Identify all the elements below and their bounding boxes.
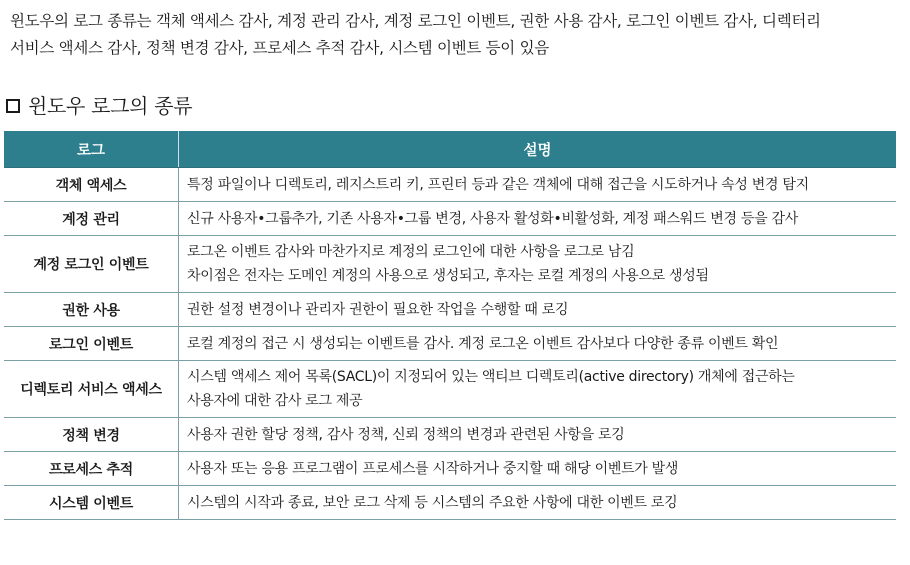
section-heading	[6, 90, 192, 122]
intro-line-2: 서비스 액세스 감사, 정책 변경 감사, 프로세스 추적 감사, 시스템 이벤트 등이 있음	[10, 39, 549, 57]
log-name: 계정 로그인 이벤트	[4, 236, 179, 293]
log-description	[179, 452, 897, 486]
log-description	[179, 486, 897, 520]
table-row	[4, 293, 896, 327]
log-description	[179, 293, 897, 327]
log-name: 정책 변경	[4, 418, 179, 452]
table-row	[4, 486, 896, 520]
header-log: 로그	[4, 131, 179, 168]
log-name: 프로세스 추적	[4, 452, 179, 486]
description-line: 사용자에 대한 감사 로그 제공	[187, 393, 363, 409]
description-line: 특정 파일이나 디렉토리, 레지스트리 키, 프린터 등과 같은 객체에 대해 접근을 시도하거나 속성 변경 탐지	[187, 176, 809, 193]
log-description	[179, 327, 897, 361]
log-name: 계정 관리	[4, 202, 179, 236]
table-row	[4, 418, 896, 452]
description-line: 시스템 액세스 제어 목록(SACL)이 지정되어 있는 액티브 디렉토리(active directory) 개체에 접근하는	[187, 369, 795, 385]
table-row	[4, 236, 896, 293]
log-name: 권한 사용	[4, 293, 179, 327]
description-line: 권한 설정 변경이나 관리자 권한이 필요한 작업을 수행할 때 로깅	[187, 301, 569, 318]
description-line: 사용자 권한 할당 정책, 감사 정책, 신뢰 정책의 변경과 관련된 사항을 로깅	[187, 426, 625, 443]
description-line: 사용자 또는 응용 프로그램이 프로세스를 시작하거나 중지할 때 해당 이벤트가 발생	[187, 460, 679, 477]
table-row	[4, 327, 896, 361]
intro-line-1: 윈도우의 로그 종류는 객체 액세스 감사, 계정 관리 감사, 계정 로그인 이벤트, 권한 사용 감사, 로그인 이벤트 감사, 디렉터리	[10, 12, 821, 30]
description-line: 로컬 계정의 접근 시 생성되는 이벤트를 감사. 계정 로그온 이벤트 감사보다 다양한 종류 이벤트 확인	[187, 335, 779, 352]
description-line: 신규 사용자•그룹추가, 기존 사용자•그룹 변경, 사용자 활성화•비활성화, 계정 패스워드 변경 등을 감사	[187, 210, 798, 227]
table-row	[4, 452, 896, 486]
table-header-row	[4, 131, 896, 168]
checkbox-icon	[6, 99, 20, 113]
log-description	[179, 236, 897, 293]
log-name: 객체 액세스	[4, 168, 179, 202]
description-line: 시스템의 시작과 종료, 보안 로그 삭제 등 시스템의 주요한 사항에 대한 이벤트 로깅	[187, 494, 678, 511]
table-row	[4, 168, 896, 202]
section-title-text: 윈도우 로그의 종류	[28, 94, 193, 118]
description-line: 로그온 이벤트 감사와 마찬가지로 계정의 로그인에 대한 사항을 로그로 남김	[187, 244, 635, 260]
intro-paragraph	[10, 8, 902, 62]
log-name: 디렉토리 서비스 액세스	[4, 361, 179, 418]
table-row	[4, 202, 896, 236]
log-description	[179, 418, 897, 452]
log-description	[179, 168, 897, 202]
log-description	[179, 202, 897, 236]
log-description	[179, 361, 897, 418]
log-types-table	[4, 131, 896, 520]
log-name: 로그인 이벤트	[4, 327, 179, 361]
header-description: 설명	[179, 131, 897, 168]
log-name: 시스템 이벤트	[4, 486, 179, 520]
description-line: 차이점은 전자는 도메인 계정의 사용으로 생성되고, 후자는 로컬 계정의 사용으로 생성됨	[187, 268, 709, 284]
table-row	[4, 361, 896, 418]
